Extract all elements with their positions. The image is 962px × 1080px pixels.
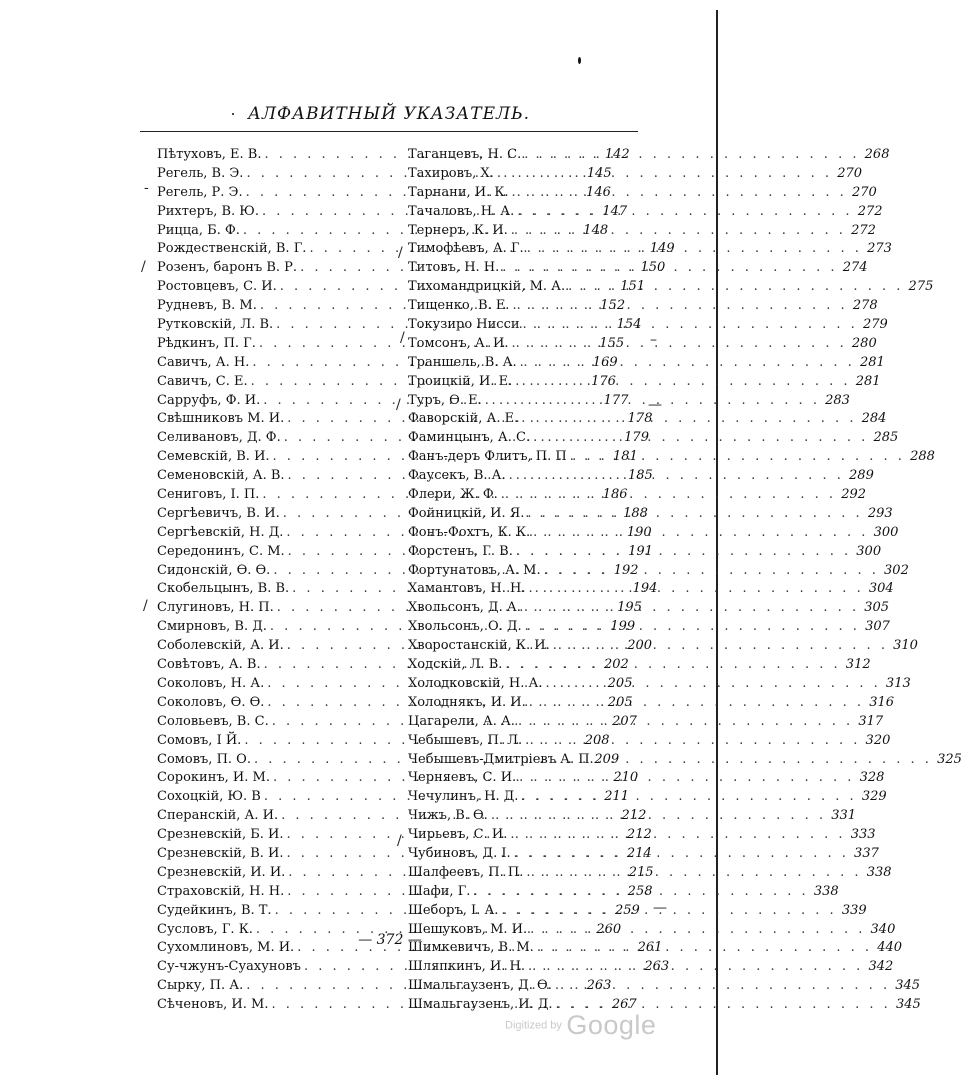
entry-page: 337 — [854, 845, 879, 861]
entry-name: Совѣтовъ, А. В. — [157, 657, 261, 673]
entry-name: Сѣченовъ, И. М. — [157, 997, 269, 1013]
dot-leader — [513, 543, 851, 562]
entry-page: 214 — [626, 845, 652, 861]
entry-name: Чечулинъ, Н. Д. — [408, 789, 519, 805]
entry-name: Семевскій, В. И. — [157, 449, 270, 465]
entry-name: Смирновъ, В. Д. — [157, 619, 267, 635]
index-entry — [408, 864, 892, 883]
dot-leader — [506, 467, 844, 486]
entry-page: 304 — [868, 581, 894, 597]
entry-page: 178 — [627, 411, 653, 427]
index-entry — [408, 184, 877, 203]
entry-page: 313 — [885, 675, 911, 691]
entry-page: 339 — [841, 902, 867, 918]
entry-name: Ходскій, Л. В. — [408, 657, 503, 673]
dot-leader — [499, 259, 837, 278]
dot-leader — [502, 656, 840, 675]
entry-page: 293 — [867, 505, 893, 521]
index-entry — [408, 203, 883, 222]
entry-page: 281 — [860, 354, 885, 370]
entry-name: Рутковскій, Л. В. — [157, 317, 274, 333]
entry-page: 205 — [607, 675, 633, 691]
dot-leader — [530, 429, 868, 448]
entry-name: Титовъ, Н. Н. — [408, 260, 500, 276]
entry-page: 317 — [858, 713, 884, 729]
dot-leader — [498, 902, 836, 921]
dot-leader — [550, 637, 888, 656]
entry-name: Сидонскій, Ѳ. Ѳ. — [157, 562, 271, 578]
entry-page: 270 — [851, 184, 877, 200]
dot-leader — [515, 713, 853, 732]
entry-name: Шеборъ, І. А. — [408, 902, 499, 918]
entry-name: Чирьевъ, С. И. — [408, 827, 508, 843]
index-entry — [408, 335, 877, 354]
entry-name: Шляпкинъ, И. Н. — [408, 959, 526, 975]
entry-name: Тимофѣевъ, А. Г. — [408, 241, 524, 257]
entry-page: 272 — [851, 222, 876, 238]
entry-page: 179 — [624, 430, 649, 446]
entry-page: 176 — [591, 373, 616, 389]
entry-page: 169 — [592, 354, 618, 370]
entry-name: Холодковскій, Н. А. — [408, 675, 543, 691]
index-entry — [408, 278, 934, 297]
entry-page: 272 — [857, 203, 883, 219]
index-entry — [408, 637, 918, 656]
entry-page: 320 — [865, 732, 891, 748]
entry-page: 207 — [612, 713, 637, 729]
page-number: — 372 — — [358, 932, 422, 948]
entry-name: Форстенъ, Г. В. — [408, 543, 513, 559]
entry-name: Сырку, П. А. — [157, 978, 244, 994]
entry-name: Соболевскій, А. И. — [157, 638, 284, 654]
entry-page: 212 — [626, 827, 652, 843]
entry-name: Тачаловъ, Н. А. — [408, 203, 515, 219]
entry-page: 274 — [842, 260, 868, 276]
entry-page: 190 — [626, 524, 652, 540]
entry-name: Свѣшниковъ М. И. — [157, 411, 285, 427]
entry-name: Хамантовъ, Н. Н. — [408, 581, 526, 597]
entry-page: 149 — [649, 241, 675, 257]
entry-page: 151 — [620, 279, 646, 295]
index-entry — [408, 902, 867, 921]
margin-dash: — — [653, 900, 667, 916]
entry-name: Чубиновъ, Д. І. — [408, 845, 511, 861]
entry-name: Тахировъ, Х. — [408, 165, 494, 181]
entry-page: 328 — [859, 770, 885, 786]
dot-leader — [518, 410, 856, 429]
entry-name: Тищенко, В. Е. — [408, 298, 510, 314]
dot-leader — [512, 373, 850, 392]
entry-name: Ростовцевъ, С. И. — [157, 279, 277, 295]
dot-leader — [522, 732, 860, 751]
entry-page: 263 — [586, 978, 612, 994]
entry-name: Чижъ, В. Ѳ. — [408, 808, 488, 824]
entry-page: 215 — [628, 864, 654, 880]
dot-leader — [523, 864, 861, 883]
entry-page: 260 — [596, 921, 622, 937]
entry-page: 259 — [614, 902, 640, 918]
entry-page: 209 — [594, 751, 620, 767]
entry-name: Срезневскій, Б. И. — [157, 827, 284, 843]
entry-name: Сорокинъ, И. М. — [157, 770, 270, 786]
entry-name: Фанъ-деръ Флитъ, П. П — [408, 449, 567, 465]
entry-page: 325 — [937, 751, 962, 767]
entry-name: Регель, В. Э. — [157, 165, 244, 181]
entry-page: 300 — [856, 543, 882, 559]
dot-leader — [534, 939, 872, 958]
margin-dash: - — [144, 180, 149, 196]
entry-name: Соколовъ, Ѳ. Ѳ. — [157, 694, 265, 710]
dot-leader — [530, 524, 868, 543]
dot-leader — [525, 958, 863, 977]
ink-speck — [578, 57, 581, 64]
header-rule — [140, 131, 638, 132]
index-entry — [408, 807, 857, 826]
entry-page: 288 — [910, 449, 935, 465]
entry-name: Розенъ, баронъ В. Р. — [157, 260, 298, 276]
entry-page: 345 — [895, 997, 921, 1013]
dot-leader — [498, 486, 836, 505]
entry-page: 186 — [602, 487, 628, 503]
entry-name: Чебышевъ-Дмитріевъ А. П. — [408, 751, 594, 767]
entry-name: Рождественскій, В. Г. — [157, 241, 307, 257]
index-entry — [408, 751, 962, 770]
dot-leader — [518, 788, 856, 807]
dot-leader — [509, 335, 847, 354]
entry-name: Шафи, Г. — [408, 883, 471, 899]
entry-name: Скобельцынъ, В. В. — [157, 581, 290, 597]
entry-name: Рѣдкинъ, П. Г. — [157, 335, 256, 351]
entry-page: 280 — [851, 335, 877, 351]
entry-page: 331 — [831, 808, 857, 824]
entry-name: Рудневъ, В. М. — [157, 298, 257, 314]
entry-page: 267 — [611, 997, 637, 1013]
entry-page: 210 — [613, 770, 639, 786]
check-mark: / — [398, 245, 403, 261]
entry-page: 316 — [869, 694, 895, 710]
dot-leader — [524, 240, 862, 259]
entry-page: 283 — [825, 392, 850, 408]
index-entry — [408, 429, 899, 448]
index-entry — [408, 599, 890, 618]
entry-name: Страховскій, Н. Н. — [157, 883, 285, 899]
entry-name: Хвольсонъ, О. Д. — [408, 619, 522, 635]
dot-leader — [552, 977, 890, 996]
index-entry — [408, 732, 891, 751]
index-entry — [408, 373, 881, 392]
dot-leader — [521, 146, 859, 165]
entry-page: 177 — [603, 392, 629, 408]
entry-name: Судейкинъ, В. Т. — [157, 902, 272, 918]
entry-name: Сусловъ, Г. К. — [157, 921, 253, 937]
dot-leader — [511, 845, 849, 864]
entry-name: Сергѣевскій, Н. Д. — [157, 524, 284, 540]
entry-name: Холоднякъ, И. И. — [408, 694, 526, 710]
dot-leader — [494, 165, 832, 184]
entry-name: Рихтеръ, В. Ю. — [157, 203, 259, 219]
watermark-prefix: Digitized by — [505, 1019, 562, 1032]
entry-name: Таганцевъ, Н. С. — [408, 147, 522, 162]
index-entry — [408, 316, 888, 335]
entry-page: 194 — [632, 581, 658, 597]
entry-page: 310 — [893, 638, 918, 654]
entry-name: Сухомлиновъ, М. И. — [157, 940, 295, 956]
entry-page: 195 — [617, 600, 642, 616]
entry-name: Фонъ-Фохтъ, К. К. — [408, 524, 531, 540]
entry-page: 261 — [637, 940, 663, 956]
entry-name: Соловьевъ, В. С. — [157, 713, 269, 729]
index-entry — [408, 146, 890, 165]
entry-page: 181 — [612, 449, 638, 465]
dot-leader — [524, 505, 862, 524]
margin-dash: — — [648, 397, 662, 413]
entry-page: 307 — [865, 619, 890, 635]
dot-leader — [527, 921, 865, 940]
index-entry — [408, 467, 874, 486]
entry-name: Пѣтуховъ, Е. В. — [157, 147, 262, 162]
entry-name: Токузиро Нисси — [408, 317, 520, 333]
entry-page: 338 — [813, 883, 839, 899]
index-entry — [408, 656, 871, 675]
entry-name: Семеновскій, А. В. — [157, 468, 285, 484]
entry-page: 200 — [627, 638, 653, 654]
entry-name: Шмальгаузенъ, Д. Ѳ. — [408, 978, 552, 994]
entry-page: 340 — [870, 921, 896, 937]
index-entry — [408, 618, 890, 637]
index-entry — [408, 222, 876, 241]
entry-page: 185 — [627, 468, 653, 484]
index-entry — [408, 486, 867, 505]
entry-page: 147 — [602, 203, 628, 219]
entry-name: Фойницкій, И. Я. — [408, 505, 525, 521]
entry-name: Тихомандрицкій, М. А. — [408, 279, 566, 295]
index-entry — [408, 524, 899, 543]
dot-leader — [507, 826, 845, 845]
entry-page: 142 — [604, 147, 630, 162]
check-mark: / — [141, 259, 146, 275]
entry-name: Тернеръ, К. И. — [408, 222, 508, 238]
entry-name: Срезневскій, В. И. — [157, 845, 284, 861]
entry-page: 284 — [861, 411, 887, 427]
entry-page: 292 — [841, 487, 867, 503]
dot-leader — [520, 316, 858, 335]
entry-name: Сергѣевичъ, В. И. — [157, 505, 280, 521]
dot-leader — [509, 184, 847, 203]
entry-name: Тарнани, И. К. — [408, 184, 509, 200]
entry-page: 188 — [623, 505, 648, 521]
check-mark: / — [143, 598, 148, 614]
entry-page: 289 — [849, 468, 874, 484]
dot-leader — [567, 448, 905, 467]
dot-leader — [488, 807, 826, 826]
index-entry — [408, 505, 893, 524]
entry-page: 202 — [604, 657, 629, 673]
entry-page: 150 — [640, 260, 666, 276]
entry-page: 155 — [599, 335, 625, 351]
index-entry — [408, 392, 850, 411]
entry-page: 211 — [604, 789, 630, 805]
entry-name: Слугиновъ, Н. П. — [157, 600, 274, 616]
dot-leader — [526, 694, 864, 713]
entry-page: 275 — [908, 279, 934, 295]
check-mark: / — [400, 330, 405, 346]
dot-leader — [522, 618, 860, 637]
entry-name: Сомовъ, П. О. — [157, 751, 251, 767]
entry-name: Шешуковъ, М. И. — [408, 921, 528, 937]
index-entry — [408, 675, 911, 694]
entry-page: 305 — [864, 600, 890, 616]
dot-leader — [525, 580, 863, 599]
entry-name: Троицкій, И. Е. — [408, 373, 513, 389]
check-mark: / — [397, 833, 402, 849]
dot-leader — [521, 599, 859, 618]
entry-page: 278 — [852, 298, 878, 314]
entry-name: Соколовъ, Н. А. — [157, 675, 265, 691]
index-entry — [408, 694, 895, 713]
entry-page: 208 — [584, 732, 610, 748]
dot-leader — [565, 278, 903, 297]
entry-name: Сперанскій, А. И. — [157, 808, 279, 824]
dot-leader — [543, 675, 881, 694]
entry-page: 440 — [877, 940, 903, 956]
entry-page: 329 — [861, 789, 887, 805]
entry-name: Томсонъ, А. И. — [408, 335, 509, 351]
dot-leader — [514, 203, 852, 222]
entry-name: Цагарели, А. А. — [408, 713, 515, 729]
entry-name: Фаворскій, А. Е. — [408, 411, 519, 427]
digitized-watermark — [505, 1010, 656, 1041]
entry-page: 338 — [866, 864, 892, 880]
dot-leader — [594, 751, 932, 770]
entry-page: 205 — [607, 694, 633, 710]
entry-name: Шалфеевъ, П. П. — [408, 864, 524, 880]
entry-name: Чебышевъ, П. Л. — [408, 732, 523, 748]
entry-page: 192 — [613, 562, 639, 578]
entry-name: Середонинъ, С. М. — [157, 543, 285, 559]
index-entry — [408, 826, 876, 845]
entry-page: 345 — [895, 978, 921, 994]
entry-name: Сохоцкій, Ю. В — [157, 789, 261, 805]
entry-name: Фаминцынъ, А. С. — [408, 430, 531, 446]
margin-dash: – — [650, 332, 657, 348]
page-header: АЛФАВИТНЫЙ УКАЗАТЕЛЬ. — [247, 104, 531, 124]
index-entry — [408, 354, 885, 373]
entry-name: Фаусекъ, В. А. — [408, 468, 506, 484]
entry-name: Срезневскій, И. И. — [157, 864, 286, 880]
dot-leader — [541, 562, 879, 581]
index-entry — [408, 410, 887, 429]
index-entry — [408, 543, 882, 562]
entry-name: Савичъ, С. Е. — [157, 373, 248, 389]
index-entry — [408, 845, 879, 864]
entry-page: 312 — [845, 657, 871, 673]
entry-name: Черняевъ, С. И. — [408, 770, 517, 786]
dot-leader — [508, 222, 846, 241]
entry-name: Су-чжунъ-Суахуновъ — [157, 959, 301, 975]
entry-page: 145 — [586, 165, 612, 181]
dot-leader — [516, 769, 854, 788]
entry-page: 268 — [864, 147, 890, 162]
entry-name: Хвольсонъ, Д. А. — [408, 600, 521, 616]
entry-name: Селивановъ, Д. Ф. — [157, 430, 281, 446]
entry-page: 263 — [644, 959, 670, 975]
dot-leader — [517, 354, 855, 373]
entry-page: 199 — [610, 619, 636, 635]
entry-name: Шмальгаузенъ, И. Д. — [408, 997, 553, 1013]
entry-name: Сомовъ, І Й. — [157, 732, 242, 748]
entry-page: 333 — [850, 827, 876, 843]
entry-page: 300 — [873, 524, 899, 540]
entry-page: 342 — [868, 959, 894, 975]
entry-page: 273 — [867, 241, 892, 257]
index-entry — [408, 713, 884, 732]
entry-name: Туръ, Ѳ. Е. — [408, 392, 482, 408]
dot-leader — [470, 883, 808, 902]
entry-name: Сарруфъ, Ф. И. — [157, 392, 261, 408]
index-entry — [408, 165, 863, 184]
entry-name: Шимкевичъ, В. М. — [408, 940, 534, 956]
entry-page: 279 — [862, 317, 888, 333]
check-mark: / — [396, 397, 401, 413]
entry-page: 285 — [873, 430, 899, 446]
index-entry — [408, 448, 935, 467]
index-entry — [408, 562, 909, 581]
index-entry — [408, 977, 921, 996]
entry-name: Траншель, В. А. — [408, 354, 517, 370]
entry-name: Сениговъ, І. П. — [157, 487, 260, 503]
entry-page: 148 — [583, 222, 609, 238]
dot-leader — [509, 297, 847, 316]
entry-name: Фортунатовъ, А. М. — [408, 562, 541, 578]
entry-page: 281 — [855, 373, 881, 389]
entry-page: 270 — [837, 165, 863, 181]
watermark-brand: Google — [566, 1010, 657, 1040]
index-entry — [408, 883, 839, 902]
index-entry — [408, 297, 878, 316]
index-entry — [408, 788, 887, 807]
entry-page: 212 — [621, 808, 647, 824]
entry-name: Хворостанскій, К. И. — [408, 638, 550, 654]
index-entry — [408, 769, 885, 788]
entry-name: Савичъ, А. Н. — [157, 354, 250, 370]
entry-page: 152 — [600, 298, 626, 314]
entry-page: 191 — [628, 543, 653, 559]
entry-page: 258 — [627, 883, 653, 899]
entry-page: 146 — [586, 184, 611, 200]
entry-page: 302 — [884, 562, 909, 578]
entry-page: 154 — [616, 317, 642, 333]
entry-name: Рицца, Б. Ф. — [157, 222, 240, 238]
entry-name: Регель, Р. Э. — [157, 184, 243, 200]
entry-name: Флери, Ж. Ф. — [408, 487, 498, 503]
